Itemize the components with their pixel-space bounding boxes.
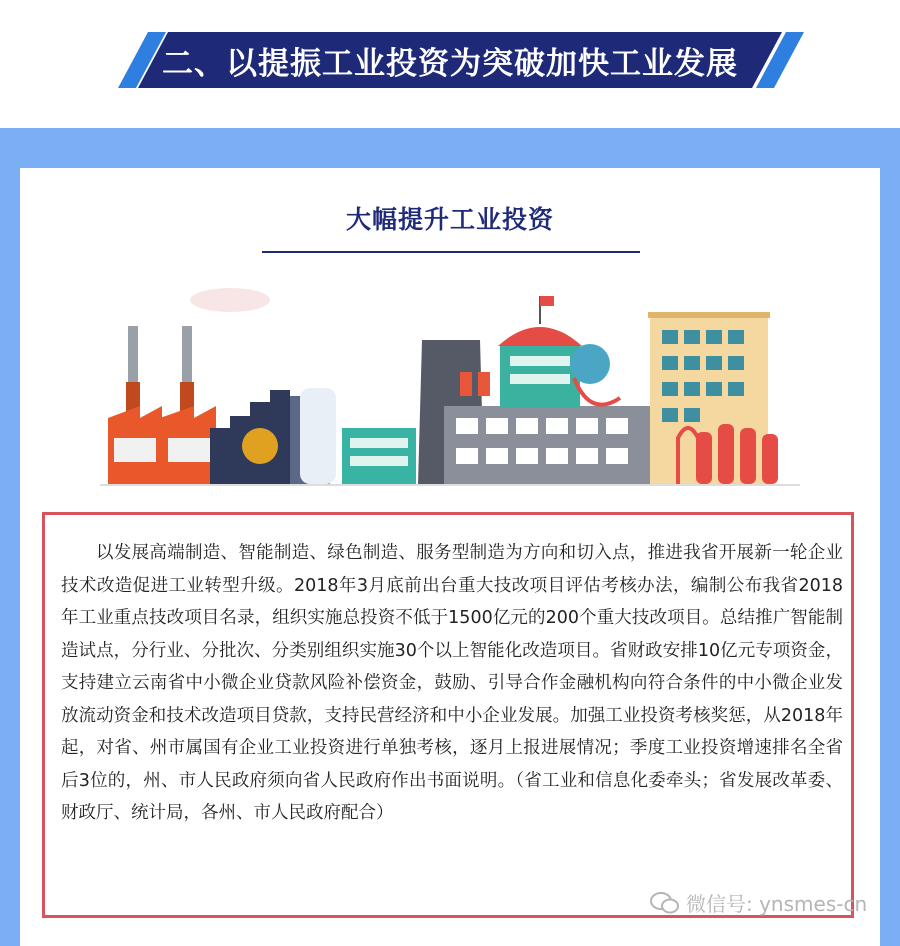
office-building-icon: [342, 428, 416, 484]
smoke-cloud-icon: [190, 288, 270, 312]
factory-chimney-icon: [108, 326, 216, 484]
content-text-box: [42, 512, 854, 918]
title-underline: [262, 251, 640, 253]
industrial-illustration: [100, 278, 800, 488]
section-title: 二、以提振工业投资为突破加快工业发展: [162, 45, 738, 82]
watermark-text: 微信号: ynsmes-cn: [686, 892, 868, 916]
flag-icon: [540, 296, 554, 306]
body-paragraph: 以发展高端制造、智能制造、绿色制造、服务型制造为方向和切入点，推进我省开展新一轮企业技术改造促进工业转型升级。2018年3月底前出台重大技改项目评估考核办法，编制公布我省2018年工业重点技改项目名录，组织实施总投资不低于1500亿元的200个重大技改项目。总结推广智能制造试点，分行业、分批次、分类别组织实施30个以上智能化改造项目。省财政安排10亿元专项资金，支持建立云南省中小微企业贷款风险补偿资金，鼓励、引导合作金融机构向符合条件的中小微企业发放流动资金和技术改造项目贷款，支持民营经济和中小企业发展。加强工业投资考核奖惩，从2018年起，对省、州市属国有企业工业投资进行单独考核，逐月上报进展情况；季度工业投资增速排名全省后3位的，州、市人民政府须向省人民政府作出书面说明。（省工业和信息化委牵头；省发展改革委、财政厅、统计局，各州、市人民政府配合）: [61, 543, 843, 823]
dome-building-icon: [498, 296, 582, 408]
industrial-building-icon: [210, 388, 336, 484]
wechat-icon: [650, 891, 680, 915]
wechat-watermark: [650, 888, 867, 917]
card-title: 大幅提升工业投资: [345, 205, 554, 234]
